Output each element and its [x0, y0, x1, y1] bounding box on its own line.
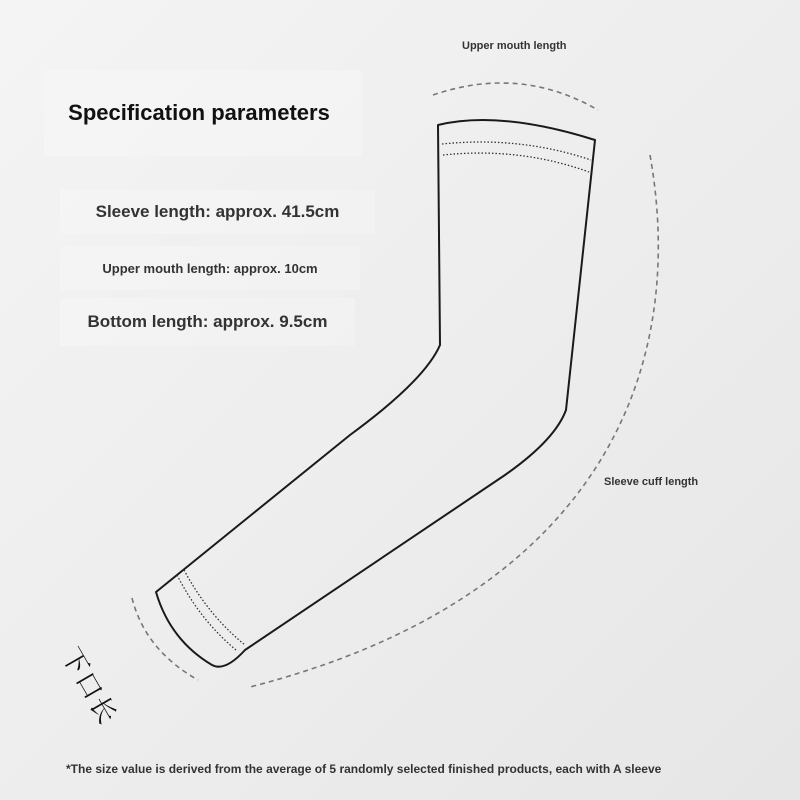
sleeve-outline [156, 120, 595, 667]
upper-stitch-line-2 [443, 153, 589, 172]
upper-mouth-label: Upper mouth length [462, 40, 567, 52]
spec-sleeve-length: Sleeve length: approx. 41.5cm [95, 202, 340, 221]
bottom-dash-arc [132, 598, 198, 680]
bottom-stitch-line-1 [177, 575, 236, 650]
spec-upper-mouth-length: Upper mouth length: approx. 10cm [102, 260, 318, 276]
sleeve-cuff-dash-arc [250, 155, 658, 687]
upper-stitch-line-1 [442, 142, 591, 160]
page-title: Specification parameters [68, 100, 330, 125]
spec-bottom-length: Bottom length: approx. 9.5cm [87, 312, 328, 331]
bottom-length-label: 下口长 [54, 643, 123, 731]
upper-mouth-dash-arc [433, 83, 598, 110]
bottom-stitch-line-2 [184, 570, 245, 645]
sleeve-cuff-label: Sleeve cuff length [604, 476, 699, 488]
footnote: *The size value is derived from the average of 5 randomly selected finished products, each with A sleeve [66, 762, 662, 776]
